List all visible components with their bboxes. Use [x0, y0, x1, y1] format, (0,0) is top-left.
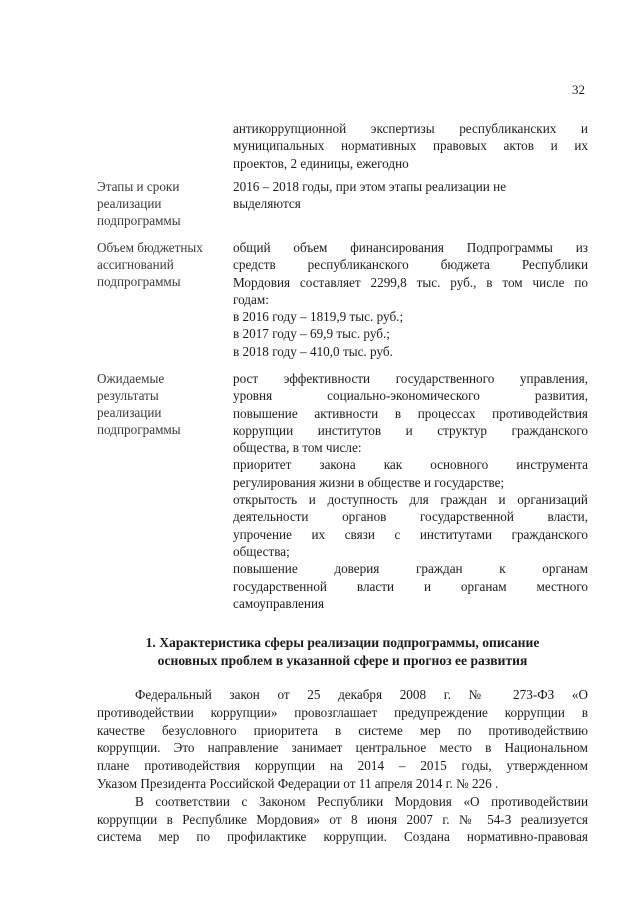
body-line: В соответствии с Законом Республики Мордовия «О противодействии [135, 793, 588, 809]
heading-line: основных проблем в указанной сфере и прогноз ее развития [157, 653, 528, 668]
value-line: повышение доверия граждан к органам [233, 561, 588, 577]
label-line: подпрограммы [97, 274, 181, 289]
label-line: реализации [97, 196, 162, 211]
body-line: коррупции в Республике Мордовия» от 8 июня 2007 г. № 54-З реализуется [97, 811, 588, 827]
value-line: общества; [233, 543, 290, 559]
body-line: коррупции. Это направление занимает центральное место в Национальном [97, 740, 588, 756]
body-line: плане противодействия коррупции на 2014 – 2015 годы, утвержденном [97, 758, 588, 774]
stages-label [97, 178, 227, 229]
value-line: проектов, 2 единицы, ежегодно [233, 155, 409, 171]
value-line: годам: [233, 291, 269, 307]
budget-value [233, 239, 588, 360]
section-heading [97, 634, 588, 670]
value-line: антикоррупционной экспертизы республиканских и [233, 121, 588, 136]
body-line: Федеральный закон от 25 декабря 2008 г. № 273-ФЗ «О [135, 687, 588, 702]
budget-label [97, 239, 227, 290]
value-line: повышение активности в процессах противодействия [233, 405, 588, 421]
value-line: открытость и доступность для граждан и организаций [233, 492, 588, 508]
page-number: 32 [572, 82, 585, 97]
value-line: муниципальных нормативных правовых актов и их [233, 138, 588, 154]
value-line: Мордовия составляет 2299,8 тыс. руб., в том числе по [233, 274, 588, 290]
value-line: в 2018 году – 410,0 тыс. руб. [233, 343, 393, 359]
value-line: в 2017 году – 69,9 тыс. руб.; [233, 326, 390, 342]
value-line: коррупции институтов и структур гражданского [233, 422, 588, 438]
value-line: регулирования жизни в обществе и государстве; [233, 474, 505, 490]
label-line: результаты [97, 388, 159, 403]
value-line: приоритет закона как основного инструмента [233, 457, 588, 473]
value-line: общий объем финансирования Подпрограммы из [233, 240, 588, 255]
results-value [233, 370, 588, 612]
label-line: ассигнований [97, 257, 174, 272]
label-line: подпрограммы [97, 422, 181, 437]
value-line: выделяются [233, 196, 301, 212]
body-line: противодействии коррупции» провозглашает предупреждение коррупции в [97, 704, 588, 720]
value-line: средств республиканского бюджета Республики [233, 257, 588, 273]
continuation-value [233, 120, 588, 172]
body-line: система мер по профилактике коррупции. Создана нормативно-правовая [97, 829, 588, 845]
value-line: 2016 – 2018 годы, при этом этапы реализации не [233, 179, 507, 194]
value-line: в 2016 году – 1819,9 тыс. руб.; [233, 309, 404, 325]
label-line: Ожидаемые [97, 371, 165, 386]
value-line: рост эффективности государственного управления, [233, 371, 588, 386]
results-label [97, 370, 227, 438]
label-line: подпрограммы [97, 213, 181, 228]
body-line: качестве безусловного приоритета в системе мер по противодействию [97, 722, 588, 738]
value-line: самоуправления [233, 595, 325, 611]
label-line: Объем бюджетных [97, 240, 203, 255]
value-line: общества, в том числе: [233, 440, 362, 456]
section-body [97, 686, 588, 846]
body-line: Указом Президента Российской Федерации от 11 апреля 2014 г. № 226 . [97, 775, 499, 791]
heading-line: 1. Характеристика сферы реализации подпрограммы, описание [145, 635, 540, 650]
value-line: государственной власти и органам местного [233, 578, 588, 594]
label-line: Этапы и сроки [97, 179, 180, 194]
value-line: деятельности органов государственной власти, [233, 509, 588, 525]
value-line: упрочение их связи с институтами гражданского [233, 526, 588, 542]
stages-value [233, 178, 588, 213]
label-line: реализации [97, 405, 162, 420]
value-line: уровня социально-экономического развития, [233, 388, 588, 404]
